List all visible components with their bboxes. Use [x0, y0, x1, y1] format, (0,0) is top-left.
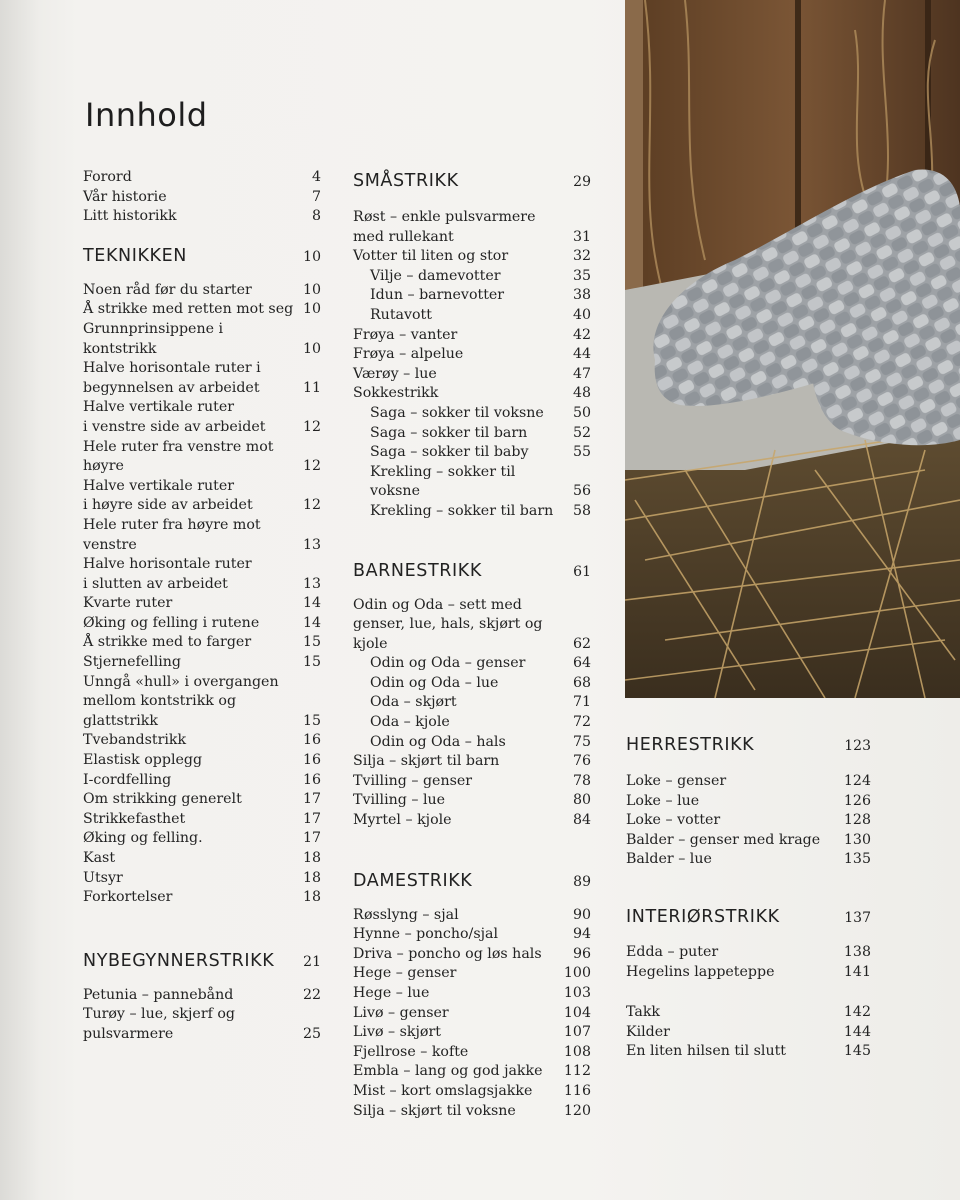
- toc-entry-title: Hele ruter fra høyre mot venstre: [83, 516, 261, 553]
- toc-entry[interactable]: [83, 207, 321, 227]
- toc-entry[interactable]: [353, 502, 591, 522]
- toc-entry-page: 141: [843, 963, 871, 980]
- toc-entry-page: 40: [572, 306, 591, 323]
- toc-entry-page: 130: [843, 831, 871, 848]
- toc-entry[interactable]: [83, 477, 321, 516]
- toc-entry-page: 16: [302, 752, 321, 769]
- toc-entry[interactable]: [626, 1003, 871, 1023]
- toc-entry-title: Unngå «hull» i overgangen mellom kontstrikk og glattstrikk: [83, 673, 279, 729]
- toc-entry-page: 42: [572, 326, 591, 343]
- section-title: DAMESTRIKK: [353, 870, 473, 891]
- toc-entry-page: 100: [563, 965, 591, 982]
- toc-entry-title: Silja – skjørt til voksne: [353, 1102, 516, 1119]
- toc-entry[interactable]: [353, 463, 591, 502]
- toc-column-3: [626, 732, 871, 1062]
- toc-entry-title: Kvarte ruter: [83, 595, 173, 612]
- toc-entry[interactable]: [626, 943, 871, 963]
- toc-entry-page: 144: [843, 1023, 871, 1040]
- toc-entry-title: Loke – lue: [626, 792, 700, 809]
- toc-entry-page: 52: [572, 424, 591, 441]
- section-heading-damestrikk[interactable]: [353, 868, 591, 894]
- toc-entry-title: Halve vertikale ruter i venstre side av arbeidet: [83, 399, 266, 435]
- toc-entry[interactable]: [83, 320, 321, 359]
- toc-entry-title: Votter til liten og stor: [353, 248, 509, 265]
- toc-entry-title: Odin og Oda – hals: [370, 733, 506, 750]
- toc-entry-page: 13: [302, 575, 321, 592]
- toc-entry[interactable]: [353, 811, 591, 831]
- section-heading-smastrikk[interactable]: [353, 168, 591, 194]
- toc-entry-page: 124: [843, 773, 871, 789]
- toc-entry-page: 145: [843, 1043, 871, 1060]
- toc-entry-page: 32: [572, 248, 591, 265]
- toc-entry-page: 17: [302, 810, 321, 827]
- toc-entry-title: En liten hilsen til slutt: [626, 1043, 787, 1060]
- toc-entry-page: 94: [572, 926, 591, 943]
- toc-entry-page: 120: [563, 1102, 591, 1119]
- toc-entry-page: 15: [302, 712, 321, 729]
- toc-entry-title: Elastisk opplegg: [83, 752, 203, 769]
- toc-entry[interactable]: [83, 359, 321, 398]
- toc-entry[interactable]: [353, 654, 591, 674]
- section-page: 10: [303, 248, 321, 265]
- toc-entry-page: 35: [572, 267, 591, 284]
- toc-entry-title: Frøya – alpelue: [353, 346, 464, 363]
- toc-entry[interactable]: [83, 188, 321, 208]
- toc-entry[interactable]: [626, 1023, 871, 1043]
- toc-entry[interactable]: [353, 733, 591, 753]
- toc-entry[interactable]: [626, 772, 871, 792]
- toc-entry[interactable]: [353, 984, 591, 1004]
- toc-entry-title: Litt historikk: [83, 208, 177, 225]
- toc-entry[interactable]: [83, 849, 321, 869]
- toc-entry-page: 50: [572, 404, 591, 421]
- toc-entry[interactable]: [353, 208, 591, 247]
- toc-entry-title: Utsyr: [83, 869, 123, 886]
- toc-entry[interactable]: [83, 1005, 321, 1044]
- toc-entry-page: 17: [302, 791, 321, 808]
- toc-entry-title: Øking og felling.: [83, 830, 203, 847]
- section-heading-nybegynnerstrikk[interactable]: [83, 948, 321, 974]
- toc-entry-page: 18: [302, 850, 321, 866]
- toc-entry-title: Øking og felling i rutene: [83, 614, 260, 631]
- toc-entry-title: Loke – genser: [626, 773, 727, 789]
- toc-entry[interactable]: [353, 424, 591, 444]
- toc-entry[interactable]: [626, 963, 871, 983]
- toc-entry-page: 75: [572, 733, 591, 750]
- section-page: 61: [573, 563, 591, 580]
- toc-entry-page: 16: [302, 771, 321, 788]
- toc-entry-page: 22: [302, 986, 321, 1003]
- toc-entry-page: 76: [572, 753, 591, 770]
- toc-entry-page: 10: [302, 301, 321, 318]
- toc-entry-page: 58: [572, 502, 591, 519]
- toc-entry-page: 25: [302, 1025, 321, 1042]
- toc-entry[interactable]: [353, 791, 591, 811]
- toc-entry-page: 17: [302, 830, 321, 847]
- section-title: SMÅSTRIKK: [353, 171, 459, 191]
- toc-entry[interactable]: [353, 1004, 591, 1024]
- toc-entry-page: 138: [843, 943, 871, 960]
- toc-entry-page: 80: [572, 792, 591, 809]
- toc-entry[interactable]: [353, 443, 591, 463]
- toc-entry-page: 15: [302, 654, 321, 671]
- toc-entry-title: Grunnprinsippene i kontstrikk: [83, 320, 224, 357]
- toc-entry-title: Kast: [83, 850, 116, 866]
- section-heading-barnestrikk[interactable]: [353, 558, 591, 584]
- toc-entry-title: Forkortelser: [83, 889, 173, 906]
- toc-entry-title: Strikkefasthet: [83, 810, 186, 827]
- toc-entry[interactable]: [353, 693, 591, 713]
- toc-entry-page: 72: [572, 714, 591, 731]
- toc-entry-title: Livø – genser: [353, 1004, 449, 1021]
- toc-entry[interactable]: [83, 594, 321, 614]
- toc-entry-title: Livø – skjørt: [353, 1024, 441, 1041]
- toc-entry-title: Vilje – damevotter: [370, 267, 501, 284]
- toc-entry[interactable]: [353, 286, 591, 306]
- toc-entry-title: Myrtel – kjole: [353, 812, 452, 829]
- toc-entry[interactable]: [83, 731, 321, 751]
- page-gutter-shadow: [0, 0, 40, 1200]
- toc-entry-title: Loke – votter: [626, 812, 721, 829]
- toc-entry-title: Tvilling – lue: [353, 792, 446, 809]
- toc-entry-title: Odin og Oda – genser: [370, 655, 526, 672]
- toc-entry[interactable]: [353, 713, 591, 733]
- toc-entry-title: Røsslyng – sjal: [353, 906, 459, 923]
- toc-entry[interactable]: [353, 752, 591, 772]
- toc-entry-page: 38: [572, 287, 591, 304]
- toc-entry[interactable]: [83, 869, 321, 889]
- toc-entry-page: 18: [302, 869, 321, 886]
- toc-entry-page: 126: [843, 792, 871, 809]
- toc-entry[interactable]: [353, 306, 591, 326]
- toc-entry-page: 64: [572, 655, 591, 672]
- toc-entry-title: I-cordfelling: [83, 771, 172, 788]
- toc-entry-title: Oda – kjole: [370, 714, 450, 731]
- toc-entry-title: Oda – skjørt: [370, 694, 457, 711]
- toc-entry[interactable]: [353, 404, 591, 424]
- toc-entry[interactable]: [626, 811, 871, 831]
- section-heading-teknikken[interactable]: [83, 243, 321, 269]
- toc-entry[interactable]: [353, 906, 591, 926]
- toc-entry-page: 68: [572, 674, 591, 691]
- toc-entry-title: Krekling – sokker til voksne: [370, 463, 516, 500]
- toc-entry-title: Sokkestrikk: [353, 385, 439, 402]
- toc-entry-title: Kilder: [626, 1023, 670, 1040]
- toc-entry-page: 112: [563, 1063, 591, 1080]
- toc-entry-title: Røst – enkle pulsvarmere med rullekant: [353, 209, 536, 245]
- toc-entry-title: Takk: [626, 1004, 661, 1021]
- toc-entry[interactable]: [83, 751, 321, 771]
- toc-entry[interactable]: [626, 831, 871, 851]
- toc-entry[interactable]: [83, 633, 321, 653]
- toc-entry-title: Fjellrose – kofte: [353, 1043, 469, 1060]
- toc-entry[interactable]: [83, 829, 321, 849]
- toc-entry-page: 128: [843, 812, 871, 829]
- toc-entry-title: Idun – barnevotter: [370, 287, 505, 304]
- toc-entry-page: 10: [302, 281, 321, 298]
- toc-entry-page: 47: [572, 365, 591, 382]
- section-title: NYBEGYNNERSTRIKK: [83, 950, 275, 971]
- toc-entry-title: Tvilling – genser: [353, 772, 473, 789]
- toc-entry[interactable]: [353, 772, 591, 792]
- section-page: 137: [844, 909, 871, 926]
- toc-entry-title: Hegelins lappeteppe: [626, 963, 775, 980]
- toc-entry[interactable]: [83, 810, 321, 830]
- toc-entry-page: 56: [572, 483, 591, 500]
- toc-entry-page: 12: [302, 418, 321, 435]
- toc-entry-page: 13: [302, 536, 321, 553]
- toc-entry[interactable]: [353, 674, 591, 694]
- section-page: 21: [303, 953, 321, 970]
- section-page: 123: [844, 738, 871, 754]
- section-page: 89: [573, 873, 591, 890]
- toc-entry-title: Værøy – lue: [353, 365, 437, 382]
- toc-entry[interactable]: [353, 1023, 591, 1043]
- toc-entry-title: Om strikking generelt: [83, 791, 242, 808]
- toc-entry[interactable]: [83, 673, 321, 732]
- toc-entry-title: Hele ruter fra venstre mot høyre: [83, 438, 274, 475]
- toc-entry-title: Krekling – sokker til barn: [370, 502, 554, 519]
- toc-entry-page: 16: [302, 732, 321, 749]
- toc-entry[interactable]: [83, 790, 321, 810]
- toc-entry-page: 4: [311, 169, 321, 185]
- toc-entry-page: 62: [572, 635, 591, 652]
- toc-entry[interactable]: [83, 168, 321, 188]
- toc-entry[interactable]: [353, 384, 591, 404]
- section-title: BARNESTRIKK: [353, 560, 482, 581]
- section-page: 29: [573, 174, 591, 190]
- toc-entry-page: 55: [572, 444, 591, 461]
- toc-entry-page: 14: [302, 614, 321, 631]
- toc-entry-title: Halve vertikale ruter i høyre side av arbeidet: [83, 477, 253, 514]
- toc-entry-page: 18: [302, 889, 321, 906]
- toc-entry-title: Å strikke med to farger: [83, 634, 252, 651]
- toc-entry[interactable]: [353, 345, 591, 365]
- toc-entry-title: Vår historie: [83, 188, 167, 205]
- toc-entry-page: 107: [563, 1024, 591, 1041]
- toc-entry-page: 108: [563, 1043, 591, 1060]
- toc-entry[interactable]: [83, 398, 321, 437]
- toc-entry-title: Saga – sokker til barn: [370, 424, 528, 441]
- toc-entry-page: 116: [563, 1082, 591, 1099]
- toc-entry-title: Turøy – lue, skjerf og pulsvarmere: [83, 1006, 235, 1042]
- toc-entry-page: 31: [572, 228, 591, 245]
- toc-entry[interactable]: [83, 555, 321, 594]
- toc-entry[interactable]: [626, 1042, 871, 1062]
- toc-entry-page: 14: [302, 595, 321, 612]
- toc-entry-page: 44: [572, 346, 591, 363]
- toc-entry-title: Driva – poncho og løs hals: [353, 945, 542, 962]
- toc-entry[interactable]: [353, 596, 591, 655]
- toc-entry-page: 12: [302, 458, 321, 475]
- toc-entry[interactable]: [83, 614, 321, 634]
- toc-entry-title: Halve horisontale ruter i slutten av arbeidet: [83, 556, 252, 592]
- toc-entry[interactable]: [353, 964, 591, 984]
- toc-entry-title: Frøya – vanter: [353, 326, 458, 343]
- toc-entry-title: Tvebandstrikk: [83, 732, 187, 749]
- toc-entry-page: 7: [311, 188, 321, 205]
- toc-entry[interactable]: [626, 850, 871, 870]
- toc-entry-title: Saga – sokker til baby: [370, 444, 529, 461]
- toc-entry-title: Odin og Oda – sett med genser, lue, hals, skjørt og kjole: [353, 596, 543, 652]
- toc-entry-title: Noen råd før du starter: [83, 281, 252, 298]
- section-title: TEKNIKKEN: [83, 245, 187, 266]
- toc-column-2: [353, 168, 591, 1121]
- toc-entry[interactable]: [353, 1102, 591, 1122]
- toc-entry-title: Balder – genser med krage: [626, 831, 821, 848]
- toc-entry-page: 103: [563, 985, 591, 1001]
- toc-entry[interactable]: [353, 1062, 591, 1082]
- toc-entry[interactable]: [83, 771, 321, 791]
- section-title: INTERIØRSTRIKK: [626, 906, 780, 927]
- toc-entry[interactable]: [353, 945, 591, 965]
- toc-entry-title: Edda – puter: [626, 943, 719, 960]
- toc-entry-title: Petunia – pannebånd: [83, 986, 234, 1003]
- toc-entry-title: Halve horisontale ruter i begynnelsen av arbeidet: [83, 360, 261, 396]
- toc-entry-title: Forord: [83, 169, 132, 185]
- toc-entry-title: Mist – kort omslagsjakke: [353, 1082, 533, 1099]
- toc-entry-title: Saga – sokker til voksne: [370, 404, 544, 421]
- toc-column-1: [83, 168, 321, 1045]
- page-title: Innhold: [85, 96, 208, 134]
- toc-entry-page: 15: [302, 634, 321, 651]
- mittens-photo-icon: [625, 0, 960, 698]
- toc-entry[interactable]: [353, 1043, 591, 1063]
- toc-entry-page: 12: [302, 497, 321, 514]
- toc-entry[interactable]: [83, 516, 321, 555]
- toc-entry-title: Stjernefelling: [83, 654, 182, 671]
- toc-entry[interactable]: [353, 267, 591, 287]
- toc-entry-page: 10: [302, 340, 321, 357]
- toc-entry-page: 104: [563, 1004, 591, 1021]
- toc-entry[interactable]: [353, 247, 591, 267]
- toc-entry[interactable]: [626, 792, 871, 812]
- toc-entry-title: Hege – lue: [353, 985, 430, 1001]
- toc-entry-page: 135: [843, 851, 871, 868]
- toc-entry-page: 11: [302, 379, 321, 396]
- toc-entry-title: Hynne – poncho/sjal: [353, 926, 499, 943]
- section-heading-interiorstrikk[interactable]: [626, 904, 871, 930]
- toc-entry[interactable]: [83, 986, 321, 1006]
- toc-entry-title: Hege – genser: [353, 965, 457, 982]
- toc-entry[interactable]: [353, 1082, 591, 1102]
- toc-entry[interactable]: [353, 326, 591, 346]
- toc-entry-page: 8: [311, 208, 321, 225]
- toc-entry-page: 84: [572, 812, 591, 829]
- section-heading-herrestrikk[interactable]: [626, 732, 871, 758]
- toc-entry[interactable]: [83, 300, 321, 320]
- toc-entry[interactable]: [83, 281, 321, 301]
- toc-entry-page: 71: [572, 694, 591, 711]
- toc-entry-page: 48: [572, 385, 591, 402]
- toc-entry-title: Balder – lue: [626, 851, 712, 868]
- toc-entry-title: Å strikke med retten mot seg: [83, 301, 294, 318]
- toc-entry-page: 90: [572, 906, 591, 923]
- toc-entry[interactable]: [83, 438, 321, 477]
- toc-entry[interactable]: [83, 888, 321, 908]
- section-title: HERRESTRIKK: [626, 735, 755, 755]
- toc-entry[interactable]: [83, 653, 321, 673]
- toc-entry-page: 96: [572, 945, 591, 962]
- toc-entry-title: Embla – lang og god jakke: [353, 1063, 543, 1080]
- toc-entry-page: 142: [843, 1004, 871, 1021]
- toc-entry-title: Odin og Oda – lue: [370, 674, 499, 691]
- toc-entry[interactable]: [353, 925, 591, 945]
- toc-entry[interactable]: [353, 365, 591, 385]
- knitted-mittens-photo: [625, 0, 960, 698]
- toc-entry-page: 78: [572, 772, 591, 789]
- toc-entry-title: Silja – skjørt til barn: [353, 753, 500, 770]
- toc-entry-title: Rutavott: [370, 306, 432, 323]
